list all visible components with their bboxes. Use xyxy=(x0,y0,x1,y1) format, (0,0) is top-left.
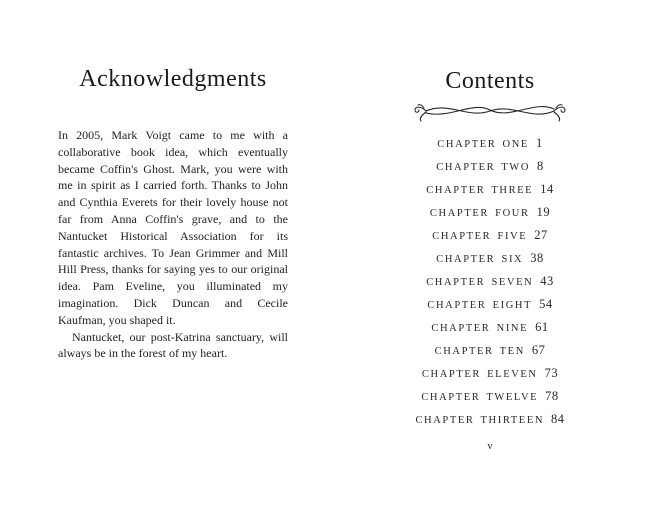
toc-entry-9 xyxy=(388,315,592,338)
table-of-contents xyxy=(388,131,592,430)
acknowledgments-title: Acknowledgments xyxy=(79,66,267,92)
acknowledgments-paragraph-2: Nantucket, our post-Katrina sanctuary, will always be in the forest of my heart. xyxy=(58,329,288,361)
acknowledgments-paragraph-1: In 2005, Mark Voigt came to me with a collaborative book idea, which eventually became Coffin's Ghost. Mark, you were with me in spirit as I carried forth. Thanks to John and Cynthia Everets for their lovely house not far from Anna Coffin's grave, and to the Nantucket Historical Association for its fantastic archives. To Jean Grimmer and Mill Hill Press, thanks for saying yes to our original idea. Pam Eveline, you illuminated my imagination. Dick Duncan and Cecile Kaufman, you shaped it. xyxy=(58,128,288,327)
toc-entry-1 xyxy=(388,131,592,154)
toc-entry-11 xyxy=(388,361,592,384)
chapter-page-number: 67 xyxy=(531,343,546,357)
chapter-label: CHAPTER EIGHT xyxy=(427,300,533,311)
toc-entry-4 xyxy=(388,200,592,223)
chapter-page-number: 1 xyxy=(535,136,543,150)
toc-entry-13 xyxy=(388,407,592,430)
chapter-page-number: 19 xyxy=(536,205,551,219)
chapter-page-number: 78 xyxy=(545,389,559,403)
toc-entry-5 xyxy=(388,223,592,246)
chapter-page-number: 84 xyxy=(551,412,565,426)
chapter-label: CHAPTER THREE xyxy=(426,185,534,196)
chapter-label: CHAPTER THIRTEEN xyxy=(415,415,545,426)
chapter-page-number: 61 xyxy=(535,320,549,334)
toc-entry-3 xyxy=(388,177,592,200)
acknowledgments-text xyxy=(58,127,288,362)
chapter-label: CHAPTER SIX xyxy=(436,254,524,265)
toc-entry-10 xyxy=(388,338,592,361)
toc-entry-12 xyxy=(388,384,592,407)
chapter-page-number: 38 xyxy=(530,251,544,265)
toc-entry-6 xyxy=(388,246,592,269)
chapter-label: CHAPTER TEN xyxy=(434,346,525,357)
chapter-page-number: 27 xyxy=(534,228,548,242)
chapter-label: CHAPTER ELEVEN xyxy=(421,369,538,380)
flourish-divider-icon xyxy=(406,97,574,125)
chapter-label: CHAPTER FOUR xyxy=(429,208,530,219)
chapter-label: CHAPTER NINE xyxy=(431,323,529,334)
chapter-label: CHAPTER ONE xyxy=(437,139,529,150)
acknowledgments-page xyxy=(58,66,288,362)
toc-entry-2 xyxy=(388,154,592,177)
chapter-page-number: 43 xyxy=(540,274,554,288)
contents-title: Contents xyxy=(445,68,535,94)
chapter-page-number: 54 xyxy=(539,297,553,311)
chapter-label: CHAPTER TWO xyxy=(436,162,531,173)
chapter-label: CHAPTER FIVE xyxy=(432,231,528,242)
chapter-label: CHAPTER TWELVE xyxy=(421,392,539,403)
contents-page xyxy=(388,68,592,452)
chapter-label: CHAPTER SEVEN xyxy=(426,277,534,288)
toc-entry-8 xyxy=(388,292,592,315)
folio-page-number: v xyxy=(487,441,493,452)
toc-entry-7 xyxy=(388,269,592,292)
chapter-page-number: 8 xyxy=(537,159,544,173)
chapter-page-number: 73 xyxy=(544,366,559,380)
chapter-page-number: 14 xyxy=(540,182,554,196)
